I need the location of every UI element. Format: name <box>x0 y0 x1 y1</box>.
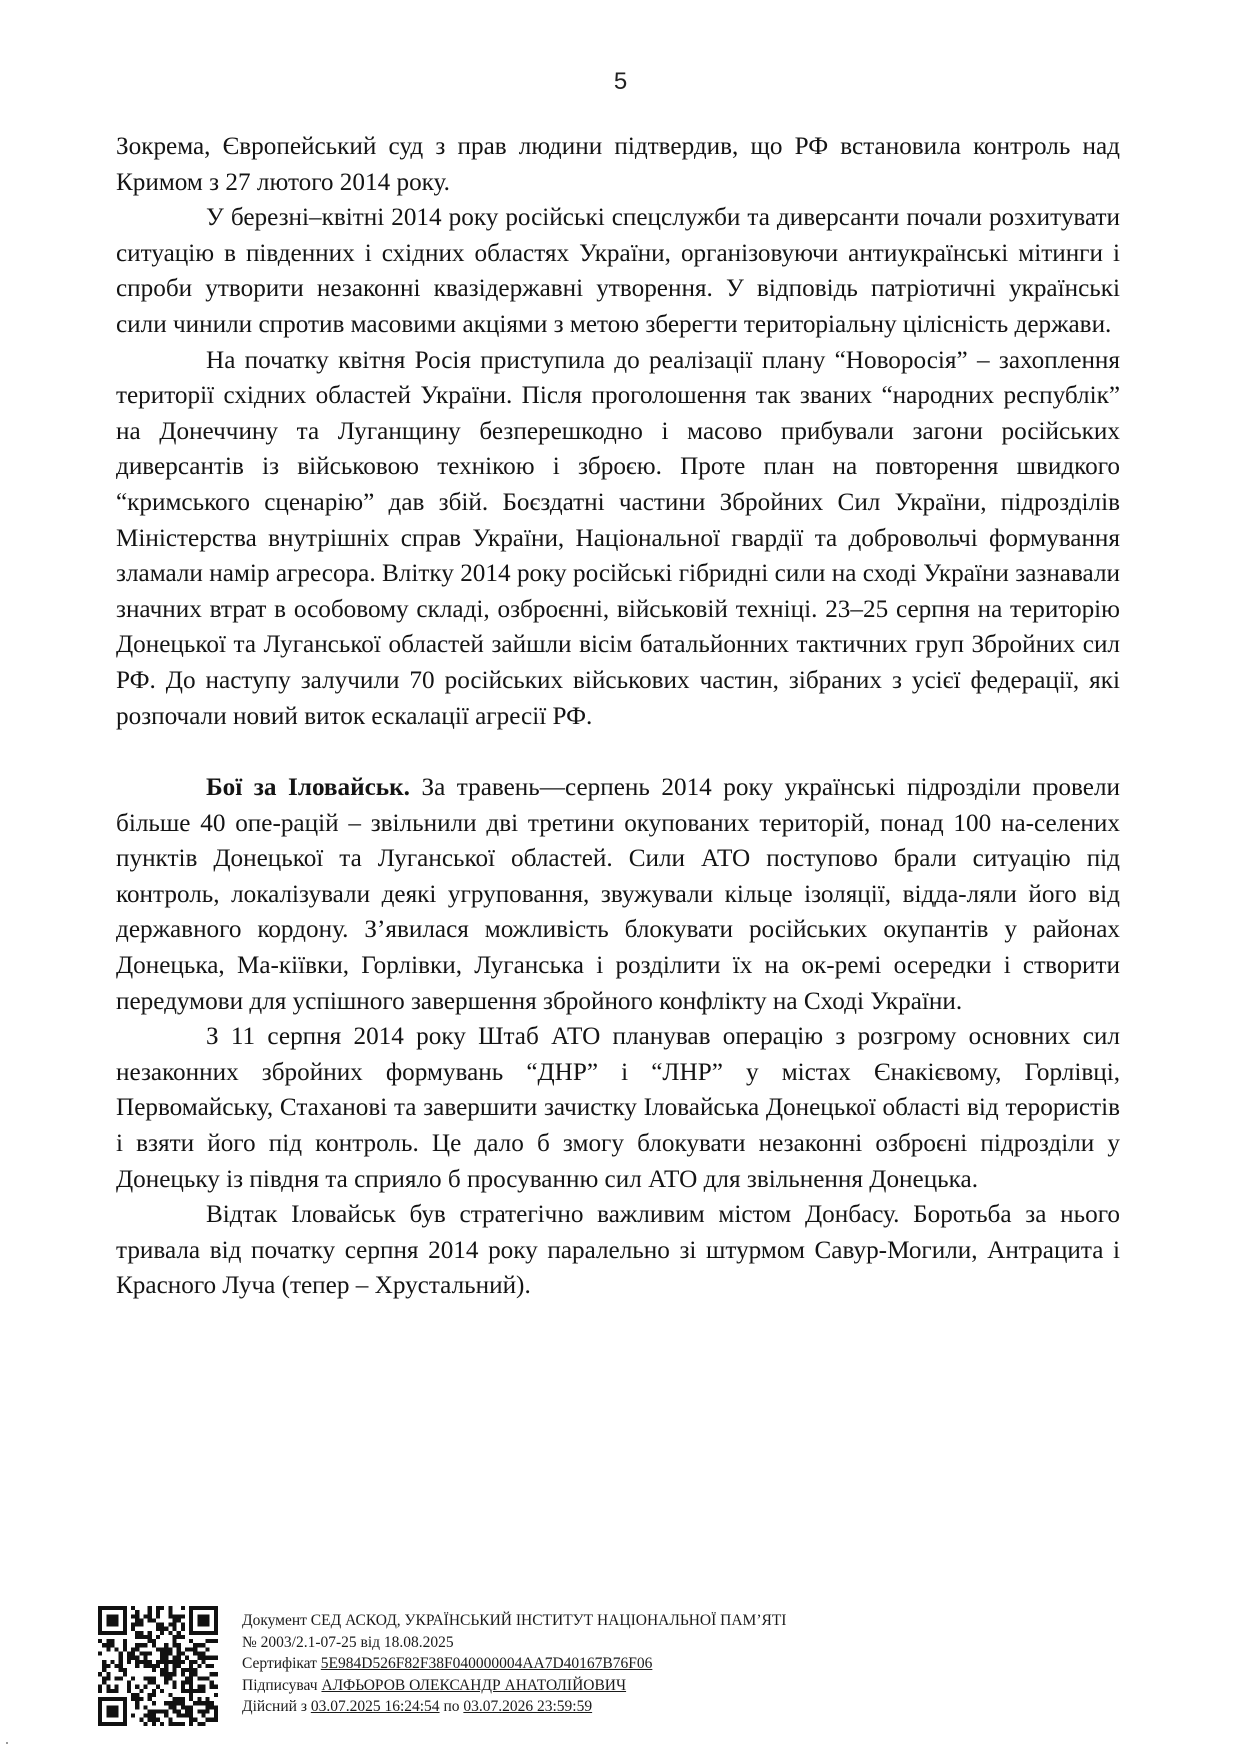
paragraph-text: За травень—серпень 2014 року українські підрозділи провели більше 40 опе-рацій – звільнили дві третини окупованих територій, понад 100 на-селених пунктів Донецької та Луганської областей. Сили АТО поступово брали ситуацію під контроль, локалізували деякі угруповання, звужували кільце ізоляції, відда-ляли його від державного кордону. З’явилася можливість блокувати російських окупантів у районах Донецька, Ма-кіївки, Горлівки, Луганська і розділити їх на ок-ремі осередки і створити передумови для успішного завершення збройного конфлікту на Сході України. <box>116 774 1120 1015</box>
valid-from: 03.07.2025 16:24:54 <box>310 1698 440 1715</box>
e-signature-stamp <box>242 1610 942 1718</box>
qr-code-icon <box>98 1606 218 1726</box>
paragraph: Відтак Іловайськ був стратегічно важливим містом Донбасу. Боротьба за нього тривала від початку серпня 2014 року паралельно зі штурмом Савур-Могили, Антрацита і Красного Луча (тепер – Хрустальний). <box>116 1201 1120 1300</box>
certificate-serial: 5E984D526F82F38F040000004AA7D40167B76F06 <box>320 1655 653 1672</box>
paragraph: З 11 серпня 2014 року Штаб АТО планував операцію з розгрому основних сил незаконних збройних формувань “ДНР” і “ЛНР” у містах Єнакієвому, Горлівці, Первомайську, Стаханові та завершити зачистку Іловайська Донецької області від терористів і взяти його під контроль. Це дало б змогу блокувати незаконні озброєні підрозділи у Донецьку із півдня та сприяло б просуванню сил АТО для звільнення Донецька. <box>116 1023 1120 1193</box>
paragraph: Зокрема, Європейський суд з прав людини підтвердив, що РФ встановила контроль над Кримом з 27 лютого 2014 року. <box>116 133 1120 196</box>
stamp-validity-line: Дійсний з 03.07.2025 16:24:54 по 03.07.2026 23:59:59 <box>242 1698 593 1715</box>
paragraph: У березні–квітні 2014 року російські спецслужби та диверсанти почали розхитувати ситуацію в південних і східних областях України, організовуючи антиукраїнські мітинги і спроби утворити незаконні квазідержавні утворення. У відповідь патріотичні українські сили чинили спротив масовими акціями з метою зберегти територіальну цілісність держави. <box>116 204 1120 338</box>
stamp-document-line: Документ СЕД АСКОД, УКРАЇНСЬКИЙ ІНСТИТУТ НАЦІОНАЛЬНОЇ ПАМ’ЯТІ <box>242 1612 787 1629</box>
valid-to: 03.07.2026 23:59:59 <box>463 1698 593 1715</box>
stamp-signer-line: Підписувач АЛФЬОРОВ ОЛЕКСАНДР АНАТОЛІЙОВИЧ <box>242 1676 627 1694</box>
document-body <box>116 129 1120 1304</box>
paragraph: На початку квітня Росія приступила до реалізації плану “Новоросія” – захоплення території східних областей України. Після проголошення так званих “народних республік” на Донеччину та Луганщину безперешкодно і масово прибували загони російських диверсантів із військовою технікою і зброєю. Проте план на повторення швидкого “кримського сценарію” дав збій. Боєздатні частини Збройних Сил України, підрозділів Міністерства внутрішніх справ України, Національної гвардії та добровольчі формування зламали намір агресора. Влітку 2014 року російські гібридні сили на сході України зазнавали значних втрат в особовому складі, озброєнні, військовій техніці. 23–25 серпня на територію Донецької та Луганської областей зайшли вісім батальйонних тактичних груп Збройних сил РФ. До наступу залучили 70 російських військових частин, зібраних з усієї федерації, які розпочали новий виток ескалації агресії РФ. <box>116 346 1120 730</box>
scan-speck <box>6 1742 8 1744</box>
stamp-certificate-line: Сертифікат 5E984D526F82F38F040000004AA7D40167B76F06 <box>242 1655 653 1672</box>
stamp-registration-line: № 2003/2.1-07-25 від 18.08.2025 <box>242 1633 454 1651</box>
page-number: 5 <box>613 68 628 95</box>
paragraph-section-heading <box>116 770 1120 1019</box>
section-heading: Бої за Іловайськ. <box>206 774 410 802</box>
signer-name: АЛФЬОРОВ ОЛЕКСАНДР АНАТОЛІЙОВИЧ <box>321 1676 627 1694</box>
